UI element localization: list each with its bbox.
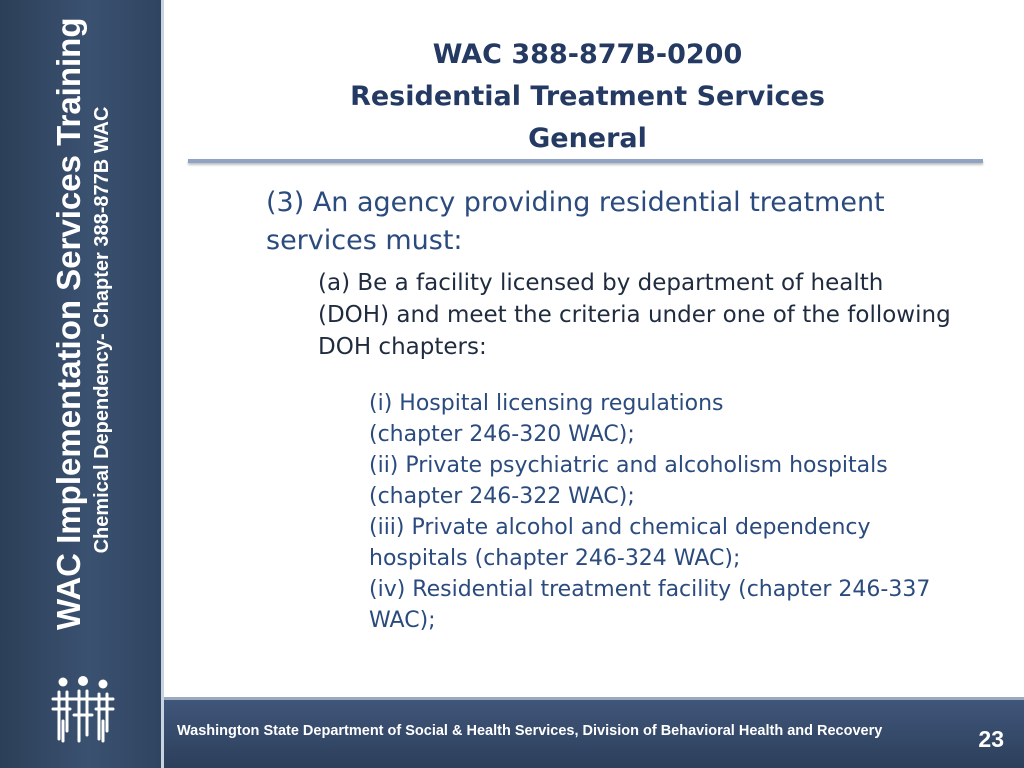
list-item: (ii) Private psychiatric and alcoholism hospitals: [369, 453, 888, 478]
page-number: 23: [978, 726, 1004, 752]
header-title: Residential Treatment Services: [350, 81, 825, 112]
dshs-family-logo-icon: [50, 675, 116, 743]
sidebar: [0, 0, 164, 768]
list-item: (i) Hospital licensing regulations: [369, 391, 724, 416]
footer-text: Washington State Department of Social & Health Services, Division of Behavioral Health and Recovery: [177, 723, 883, 739]
list-item: (chapter 246-320 WAC);: [369, 422, 635, 447]
sidebar-title: WAC Implementation Services Training: [50, 17, 87, 630]
list-item: hospitals (chapter 246-324 WAC);: [369, 546, 741, 571]
slide-body: [266, 184, 956, 636]
list-item: (iii) Private alcohol and chemical dependency: [369, 515, 871, 540]
sub-paragraph: (a) Be a facility licensed by department of health (DOH) and meet the criteria under one of the following DOH chapters:: [318, 270, 951, 360]
header-divider: [188, 159, 983, 163]
slide-header: [190, 34, 985, 160]
list-item: (chapter 246-322 WAC);: [369, 484, 635, 509]
list-item: WAC);: [369, 608, 436, 633]
header-subtitle: General: [528, 123, 647, 154]
sidebar-text: [49, 17, 115, 630]
lead-paragraph: (3) An agency providing residential treatment services must:: [266, 187, 885, 256]
list-item: (iv) Residential treatment facility (chapter 246-337: [369, 577, 931, 602]
header-code: WAC 388-877B-0200: [432, 39, 743, 70]
footer-bar: [164, 697, 1024, 768]
chapter-list: [369, 388, 956, 636]
sidebar-subtitle: Chemical Dependency- Chapter 388-877B WAC: [91, 106, 113, 554]
